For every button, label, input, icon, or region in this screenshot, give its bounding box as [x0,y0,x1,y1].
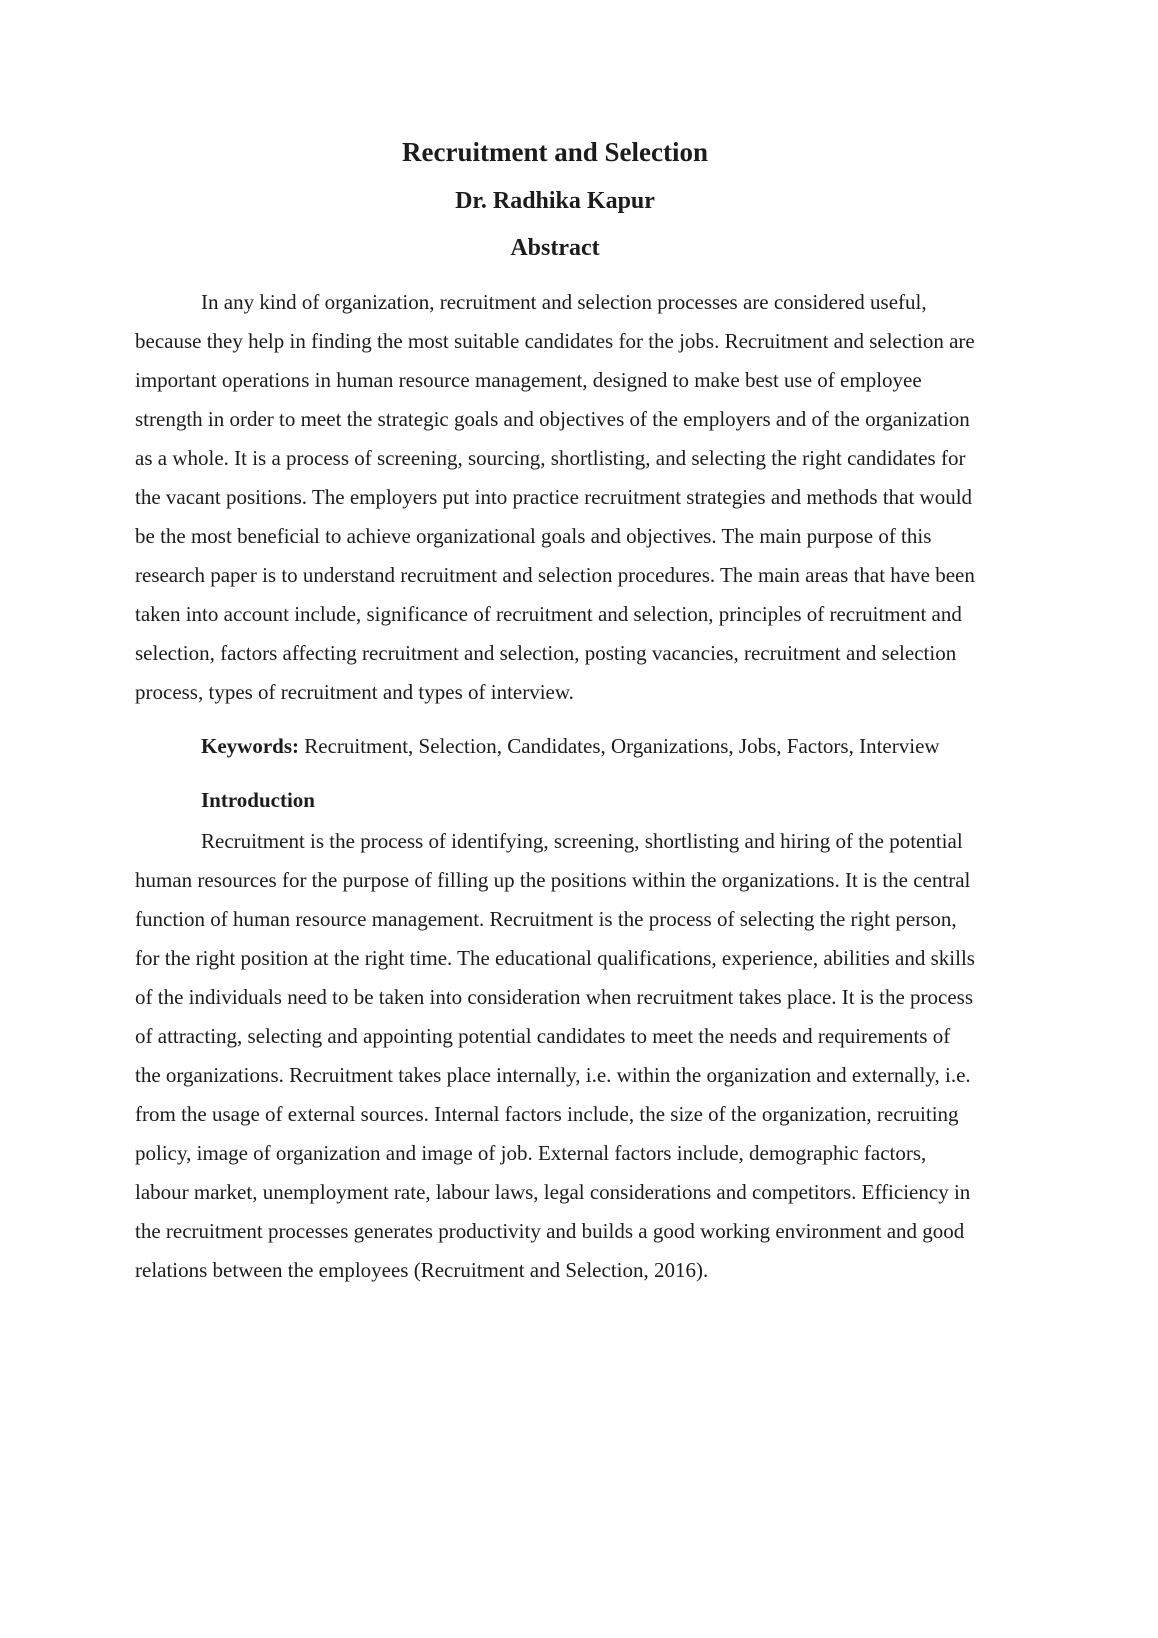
abstract-paragraph: In any kind of organization, recruitment and selection processes are considered useful, because they help in finding the most suitable candidates for the jobs. Recruitment and selection are important operations in human resource management, designed to make best use of employee strength in order to meet the strategic goals and objectives of the employers and of the organization as a whole. It is a process of screening, sourcing, shortlisting, and selecting the right candidates for the vacant positions. The employers put into practice recruitment strategies and methods that would be the most beneficial to achieve organizational goals and objectives. The main purpose of this research paper is to understand recruitment and selection procedures. The main areas that have been taken into account include, significance of recruitment and selection, principles of recruitment and selection, factors affecting recruitment and selection, posting vacancies, recruitment and selection process, types of recruitment and types of interview. [135,290,975,705]
introduction-paragraph: Recruitment is the process of identifying, screening, shortlisting and hiring of the potential human resources for the purpose of filling up the positions within the organizations. It is the central function of human resource management. Recruitment is the process of selecting the right person, for the right position at the right time. The educational qualifications, experience, abilities and skills of the individuals need to be taken into consideration when recruitment takes place. It is the process of attracting, selecting and appointing potential candidates to meet the needs and requirements of the organizations. Recruitment takes place internally, i.e. within the organization and externally, i.e. from the usage of external sources. Internal factors include, the size of the organization, recruiting policy, image of organization and image of job. External factors include, demographic factors, labour market, unemployment rate, labour laws, legal considerations and competitors. Efficiency in the recruitment processes generates productivity and builds a good working environment and good relations between the employees (Recruitment and Selection, 2016). [135,829,975,1283]
introduction-heading: Introduction [201,788,315,813]
keywords-paragraph [135,727,975,766]
paper-title: Recruitment and Selection [402,137,708,167]
abstract-heading: Abstract [510,235,600,262]
keywords-text: Recruitment, Selection, Candidates, Organizations, Jobs, Factors, Interview [299,734,940,759]
keywords-label: Keywords: [201,734,299,759]
paper-author: Dr. Radhika Kapur [455,187,655,214]
